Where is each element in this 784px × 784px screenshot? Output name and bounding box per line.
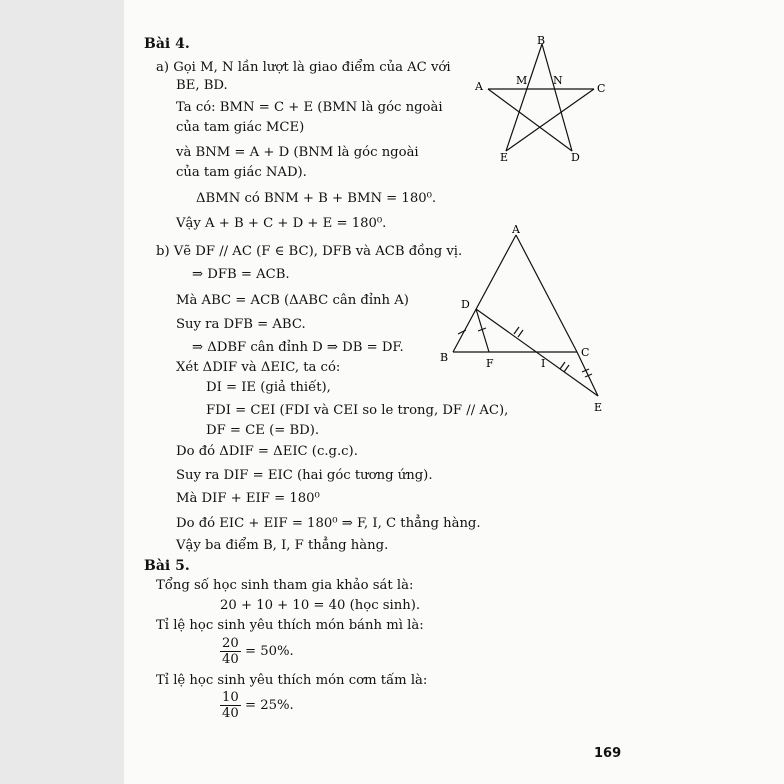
tick-di-1 (514, 327, 519, 334)
triangle-label-i: I (541, 357, 546, 370)
star-label-e: E (500, 151, 509, 164)
exercise-4-title: Bài 4. (144, 36, 190, 52)
banh-mi-result: = 50%. (244, 644, 294, 659)
star-label-c: C (597, 82, 606, 95)
triangle-label-f: F (486, 357, 494, 370)
triangle-label-c: C (581, 346, 590, 359)
fraction-numerator: 10 (222, 690, 239, 705)
com-tam-calc (220, 690, 294, 721)
star-label-a: A (475, 80, 483, 93)
survey-total-calc: 20 + 10 + 10 = 40 (học sinh). (220, 598, 421, 613)
star-label-d: D (571, 151, 580, 164)
com-tam-heading: Tỉ lệ học sinh yêu thích món cơm tấm là: (156, 673, 428, 688)
star-edge-be (506, 44, 542, 151)
book-page (124, 0, 784, 784)
star-label-n: N (553, 74, 563, 87)
triangle-figure (434, 222, 614, 417)
tick-ie-2 (564, 365, 569, 372)
part-a-line-1: a) Gọi M, N lần lượt là giao điểm của AC với (156, 60, 451, 75)
com-tam-fraction (220, 690, 241, 721)
triangle-label-a: A (512, 223, 520, 236)
triangle-side-ac (516, 235, 577, 352)
star-figure (464, 34, 614, 164)
part-b-line-4: Suy ra DFB = ABC. (176, 317, 306, 332)
tick-bd (458, 330, 466, 334)
star-label-m: M (516, 74, 528, 87)
banh-mi-calc (220, 636, 294, 667)
part-b-line-7: DI = IE (giả thiết), (206, 380, 331, 395)
part-b-line-9: DF = CE (= BD). (206, 423, 320, 438)
banh-mi-fraction (220, 636, 241, 667)
part-b-line-5: ⇒ ΔDBF cân đỉnh D ⇒ DB = DF. (192, 340, 404, 355)
part-a-line-6: của tam giác NAD). (176, 165, 307, 180)
star-edge-ce (506, 89, 594, 151)
star-label-b: B (537, 34, 546, 47)
survey-total-heading: Tổng số học sinh tham gia khảo sát là: (156, 578, 414, 593)
fraction-denominator: 40 (222, 652, 239, 667)
part-a-conclusion: Vậy A + B + C + D + E = 180⁰. (176, 216, 387, 231)
part-b-line-1: b) Vẽ DF // AC (F ∈ BC), DFB và ACB đồng vị. (156, 244, 463, 259)
part-a-line-3: Ta có: BMN = C + E (BMN là góc ngoài (176, 100, 443, 115)
part-a-line-5: và BNM = A + D (BNM là góc ngoài (176, 145, 419, 160)
com-tam-result: = 25%. (244, 698, 294, 713)
page-number: 169 (594, 746, 622, 761)
star-edge-bd (542, 44, 572, 151)
banh-mi-heading: Tỉ lệ học sinh yêu thích món bánh mì là: (156, 618, 424, 633)
tick-di-2 (518, 330, 523, 337)
part-b-line-11: Suy ra DIF = EIC (hai góc tương ứng). (176, 468, 433, 483)
part-b-line-6: Xét ΔDIF và ΔEIC, ta có: (176, 360, 341, 375)
fraction-numerator: 20 (222, 636, 239, 651)
part-b-line-2: ⇒ DFB = ACB. (192, 267, 290, 282)
part-b-conclusion: Vậy ba điểm B, I, F thẳng hàng. (176, 538, 389, 553)
triangle-label-e: E (594, 401, 603, 414)
part-a-line-4: của tam giác MCE) (176, 120, 305, 135)
part-a-line-2: BE, BD. (176, 78, 228, 93)
part-b-line-8: FDI = CEI (FDI và CEI so le trong, DF // AC), (206, 403, 509, 418)
triangle-label-b: B (440, 351, 449, 364)
part-b-line-3: Mà ABC = ACB (ΔABC cân đỉnh A) (176, 293, 409, 308)
tick-ie-1 (560, 362, 565, 369)
part-b-line-10: Do đó ΔDIF = ΔEIC (c.g.c). (176, 444, 358, 459)
triangle-label-d: D (461, 298, 470, 311)
part-b-line-12: Mà DIF + EIF = 180⁰ (176, 491, 320, 506)
part-b-line-13: Do đó EIC + EIF = 180⁰ ⇒ F, I, C thẳng hàng. (176, 516, 481, 531)
part-a-line-7: ΔBMN có BNM + B + BMN = 180⁰. (196, 191, 437, 206)
exercise-5-title: Bài 5. (144, 558, 190, 574)
star-edge-ad (488, 89, 572, 151)
triangle-side-ab (453, 235, 516, 352)
fraction-denominator: 40 (222, 706, 239, 721)
